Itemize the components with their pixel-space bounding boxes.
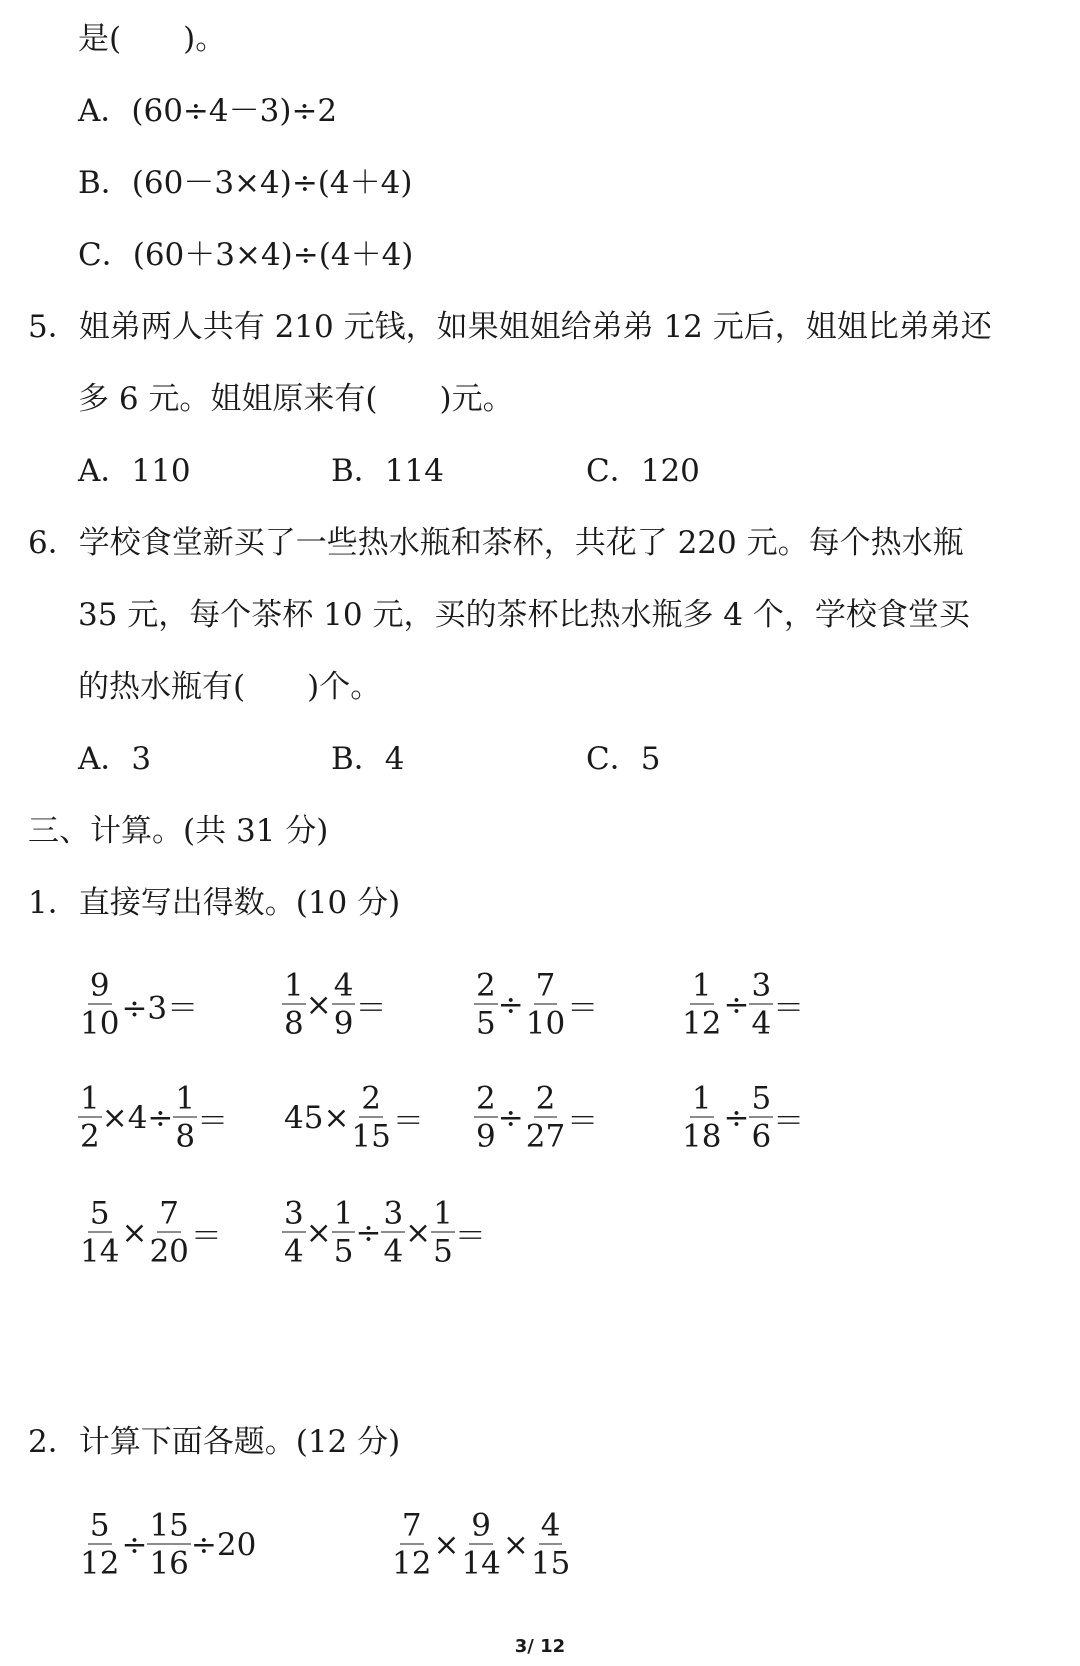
numerator: 4 (540, 1507, 561, 1544)
operator: ＝ (773, 1103, 805, 1140)
denominator: 8 (284, 1005, 304, 1042)
operator: ÷ (497, 1100, 524, 1136)
fraction (349, 1080, 392, 1155)
operator: ＝ (197, 1103, 229, 1140)
operator: ＝ (567, 990, 599, 1027)
fraction (680, 967, 723, 1042)
numerator: 3 (284, 1195, 304, 1232)
operator: × (121, 1215, 148, 1251)
operator: ÷ (723, 987, 750, 1023)
denominator: 15 (530, 1545, 571, 1582)
operator: ＝ (392, 1103, 424, 1140)
numerator: 1 (333, 1195, 354, 1232)
q6-line3: 的热水瓶有( )个。 (78, 669, 382, 705)
q4-option-b: B．(60－3×4)÷(4＋4) (78, 165, 413, 201)
fraction (173, 1080, 197, 1155)
denominator: 8 (175, 1118, 196, 1155)
p1-expr-7 (474, 1080, 599, 1155)
fraction (524, 1080, 567, 1155)
fraction (474, 967, 498, 1042)
operator: ÷3＝ (121, 990, 199, 1027)
fraction (474, 1080, 498, 1155)
numerator: 5 (89, 1195, 110, 1232)
denominator: 4 (284, 1233, 304, 1270)
q4-tail: 是( )。 (78, 21, 227, 57)
numerator: 1 (691, 1080, 712, 1117)
numerator: 7 (159, 1195, 180, 1232)
denominator: 15 (351, 1118, 391, 1155)
q5-line1: 5．姐弟两人共有 210 元钱，如果姐姐给弟弟 12 元后，姐姐比弟弟还 (28, 309, 992, 345)
fraction (332, 1195, 356, 1270)
denominator: 12 (392, 1545, 432, 1582)
fraction (78, 1080, 102, 1155)
denominator: 12 (80, 1545, 120, 1582)
numerator: 1 (175, 1080, 196, 1117)
fraction (78, 1507, 121, 1582)
operator: ×4÷ (101, 1100, 174, 1136)
p1-expr-10 (282, 1195, 486, 1270)
operator: ÷ (121, 1527, 148, 1563)
operator: ÷20 (190, 1527, 257, 1563)
numerator: 1 (284, 967, 304, 1004)
operator: × (433, 1527, 460, 1563)
operator: ＝ (355, 990, 387, 1027)
section3-title: 三、计算。(共 31 分) (28, 813, 329, 849)
p2-expr-2 (390, 1507, 572, 1582)
q5-option-a: A．110 (78, 453, 191, 489)
operator: × (405, 1215, 432, 1251)
p1-expr-8 (680, 1080, 805, 1155)
operator: 45× (284, 1100, 350, 1136)
p1-expr-3 (474, 967, 599, 1042)
page-number: 3/ 12 (514, 1636, 566, 1657)
numerator: 7 (401, 1507, 422, 1544)
denominator: 10 (80, 1005, 120, 1042)
operator: × (502, 1527, 529, 1563)
operator: ＝ (773, 990, 805, 1027)
p1-expr-4 (680, 967, 805, 1042)
denominator: 9 (333, 1005, 354, 1042)
denominator: 6 (751, 1118, 772, 1155)
numerator: 7 (535, 967, 556, 1004)
operator: ÷ (723, 1100, 750, 1136)
denominator: 27 (525, 1118, 566, 1155)
numerator: 9 (471, 1507, 492, 1544)
q4-option-a: A．(60÷4－3)÷2 (78, 93, 338, 129)
fraction (680, 1080, 723, 1155)
fraction (332, 967, 356, 1042)
fraction (78, 967, 121, 1042)
p1-title: 1．直接写出得数。(10 分) (28, 885, 401, 921)
numerator: 2 (535, 1080, 556, 1117)
p2-title: 2．计算下面各题。(12 分) (28, 1424, 401, 1460)
denominator: 2 (80, 1118, 100, 1155)
denominator: 5 (476, 1005, 496, 1042)
numerator: 2 (476, 1080, 496, 1117)
q6-line2: 35 元，每个茶杯 10 元，买的茶杯比热水瓶多 4 个，学校食堂买 (78, 597, 970, 633)
fraction (524, 967, 567, 1042)
numerator: 3 (751, 967, 772, 1004)
denominator: 4 (751, 1005, 772, 1042)
p1-expr-1 (78, 967, 199, 1042)
denominator: 10 (525, 1005, 566, 1042)
fraction (381, 1195, 405, 1270)
numerator: 15 (149, 1507, 189, 1544)
p1-expr-9 (78, 1195, 222, 1270)
denominator: 5 (433, 1233, 453, 1270)
fraction (749, 1080, 773, 1155)
fraction (282, 1195, 306, 1270)
denominator: 9 (476, 1118, 496, 1155)
q6-option-b: B．4 (331, 741, 405, 777)
numerator: 1 (80, 1080, 100, 1117)
q6-line1: 6．学校食堂新买了一些热水瓶和茶杯，共花了 220 元。每个热水瓶 (28, 525, 964, 561)
q4-option-c: C．(60＋3×4)÷(4＋4) (78, 237, 414, 273)
fraction (459, 1507, 502, 1582)
numerator: 1 (691, 967, 712, 1004)
operator: ÷ (497, 987, 524, 1023)
q5-line2: 多 6 元。姐姐原来有( )元。 (78, 381, 514, 417)
fraction (147, 1507, 190, 1582)
fraction (282, 967, 306, 1042)
q5-option-c: C．120 (586, 453, 700, 489)
operator: ÷ (355, 1215, 382, 1251)
fraction (147, 1195, 190, 1270)
numerator: 9 (89, 967, 110, 1004)
denominator: 16 (149, 1545, 189, 1582)
q5-option-b: B．114 (331, 453, 444, 489)
operator: ＝ (567, 1103, 599, 1140)
p1-expr-6 (284, 1080, 424, 1155)
p2-expr-1 (78, 1507, 257, 1582)
operator: × (305, 1215, 332, 1251)
fraction (529, 1507, 572, 1582)
numerator: 1 (433, 1195, 453, 1232)
denominator: 18 (682, 1118, 722, 1155)
denominator: 20 (149, 1233, 189, 1270)
fraction (749, 967, 773, 1042)
fraction (431, 1195, 455, 1270)
operator: ＝ (190, 1218, 222, 1255)
denominator: 4 (383, 1233, 404, 1270)
denominator: 5 (333, 1233, 354, 1270)
numerator: 4 (333, 967, 354, 1004)
numerator: 3 (383, 1195, 404, 1232)
fraction (390, 1507, 433, 1582)
operator: ＝ (454, 1218, 486, 1255)
q6-option-a: A．3 (78, 741, 152, 777)
denominator: 12 (682, 1005, 722, 1042)
numerator: 2 (361, 1080, 382, 1117)
p1-expr-2 (282, 967, 387, 1042)
numerator: 5 (751, 1080, 772, 1117)
q6-option-c: C．5 (586, 741, 661, 777)
operator: × (305, 987, 332, 1023)
numerator: 5 (89, 1507, 110, 1544)
denominator: 14 (461, 1545, 501, 1582)
p1-expr-5 (78, 1080, 229, 1155)
denominator: 14 (80, 1233, 120, 1270)
fraction (78, 1195, 121, 1270)
numerator: 2 (476, 967, 496, 1004)
